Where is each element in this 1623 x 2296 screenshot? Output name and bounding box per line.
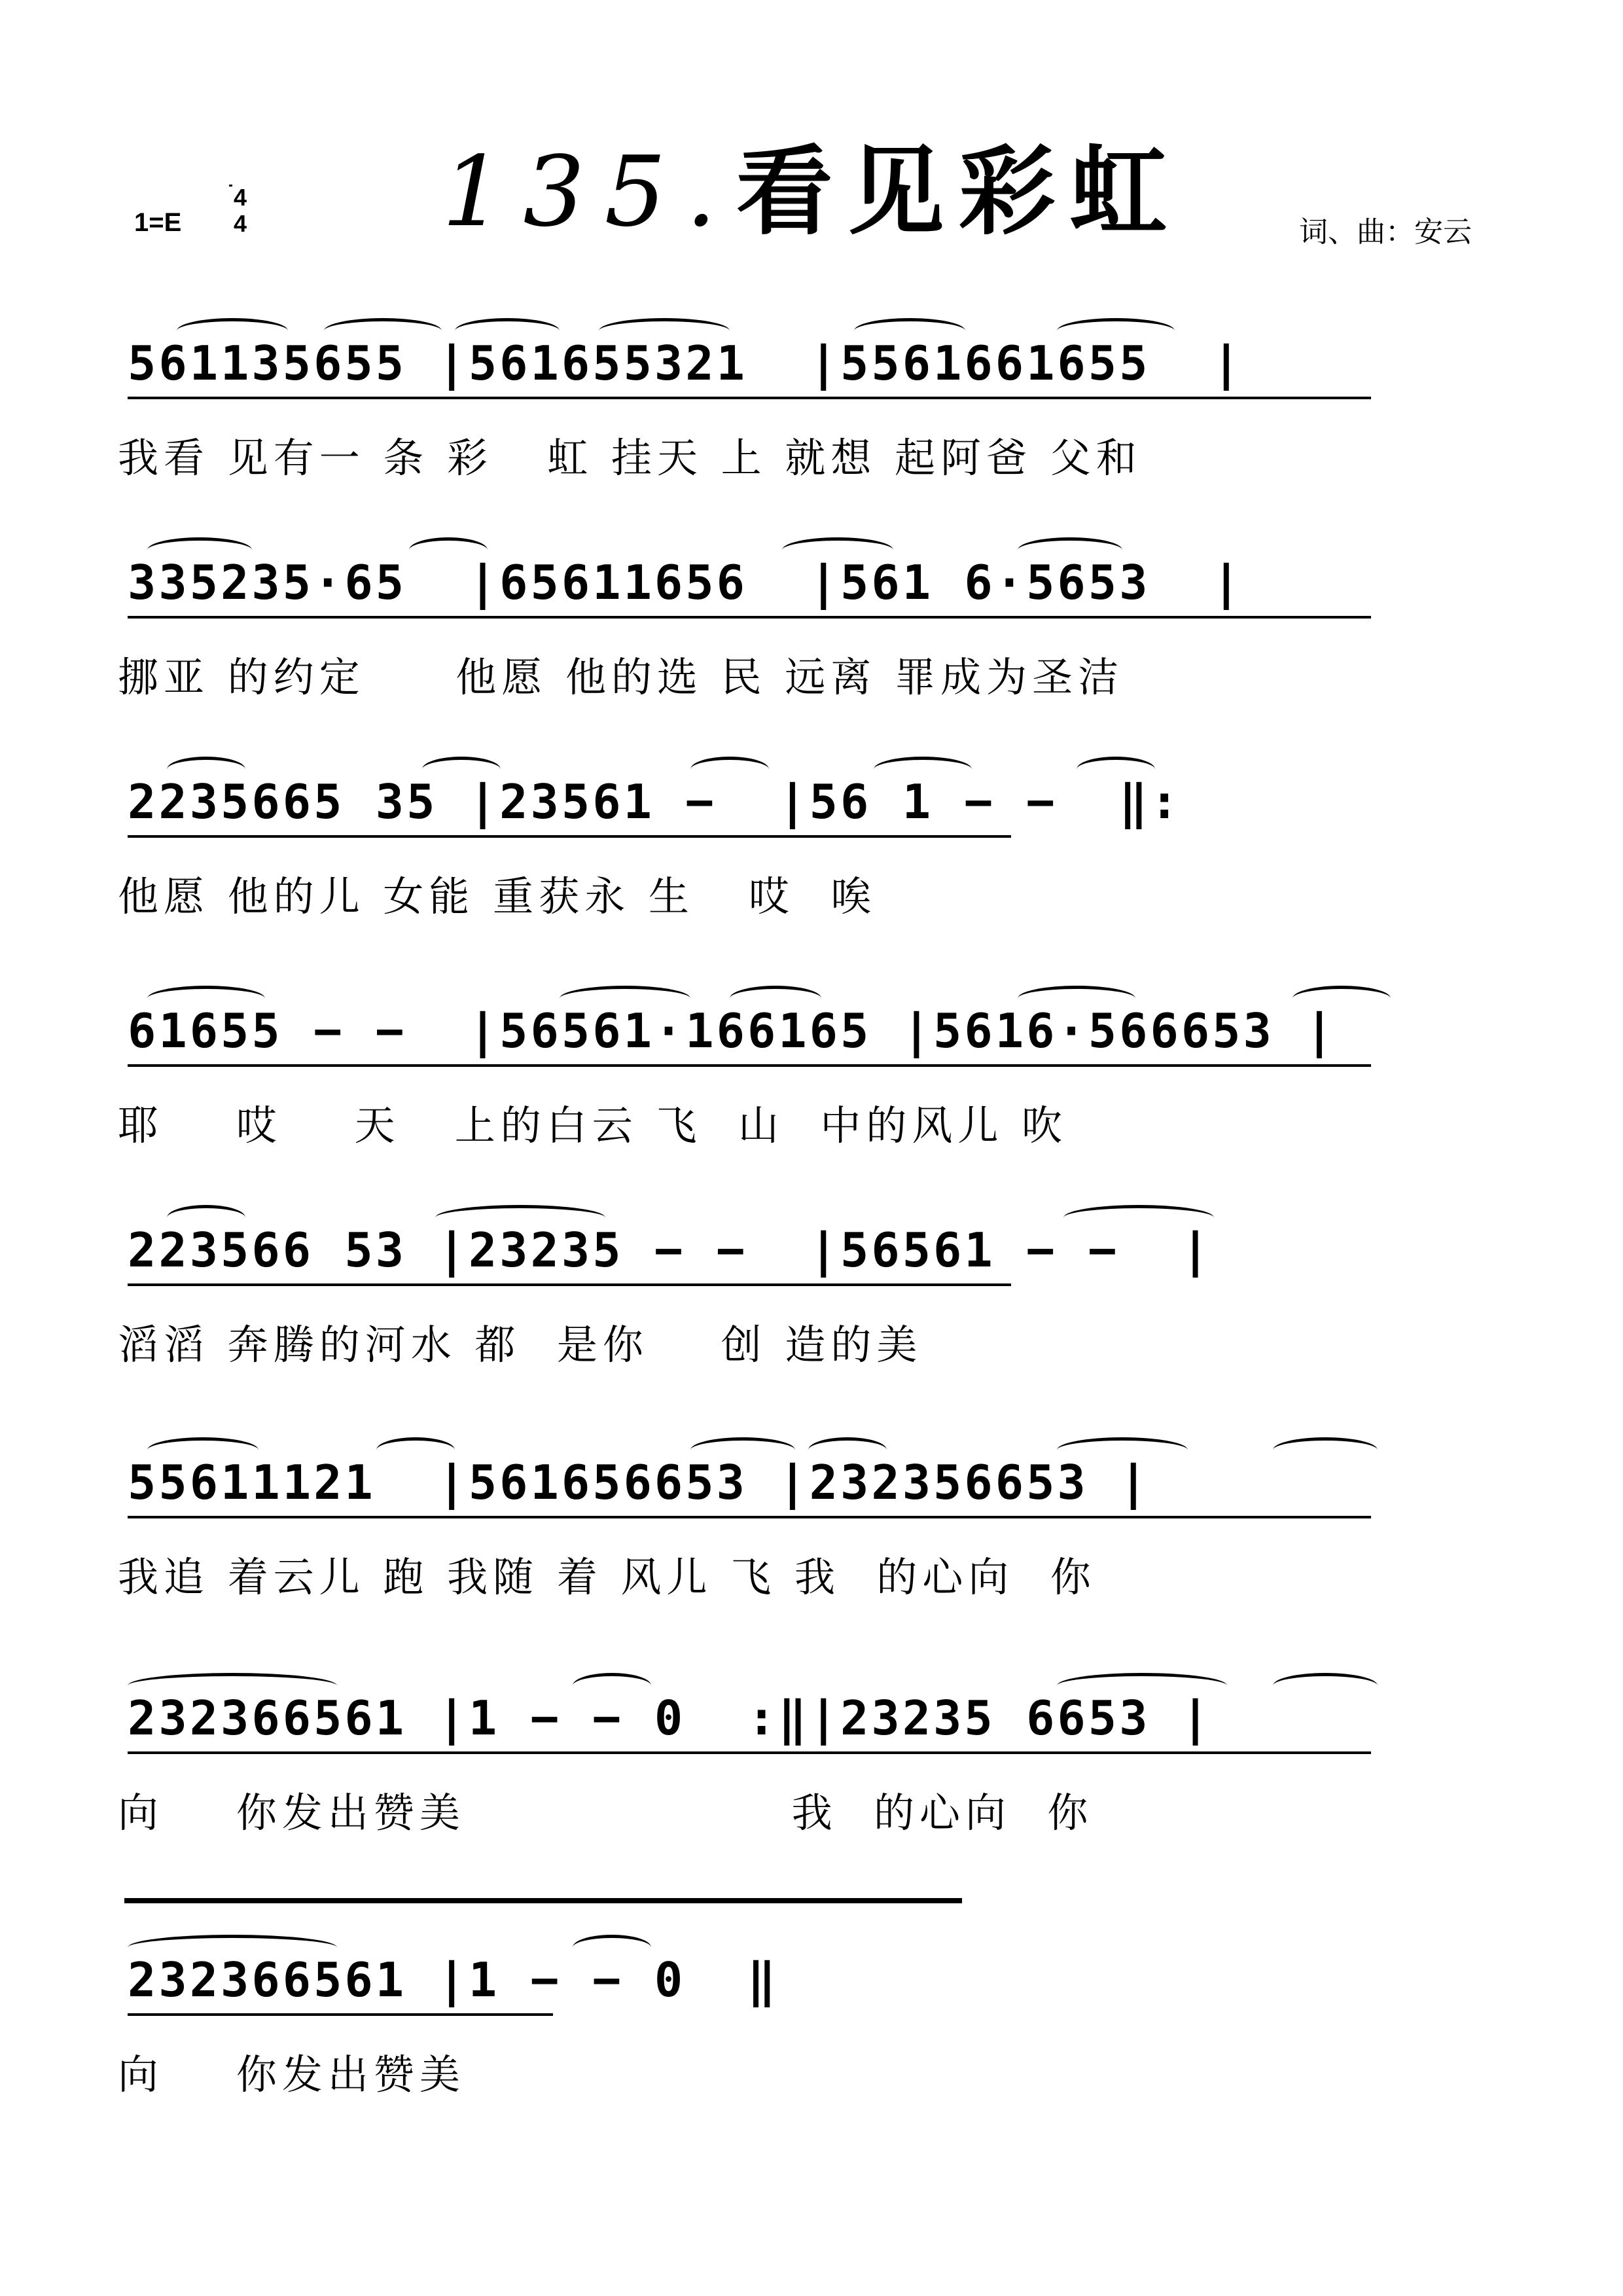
slur-arc (854, 318, 965, 344)
score-line-2 (0, 547, 1623, 743)
key-signature: 1=E (134, 208, 182, 237)
slur-arc (147, 1437, 259, 1463)
lyric-line: 向 你发出赞美 (118, 2051, 465, 2098)
meter-top: 4 (233, 184, 247, 211)
section-divider (124, 1898, 962, 1903)
slur-arc (1018, 537, 1122, 563)
duration-underline (128, 2013, 553, 2016)
slur-arc (730, 986, 821, 1011)
slur-arc (177, 318, 288, 344)
score-line-1 (0, 327, 1623, 524)
notation-line: 561135655 |561655321 |5561661655 | (128, 336, 1243, 391)
slur-arc (690, 757, 769, 782)
notation-line: 232366561 |1 − − 0 :‖|23235 6653 | (128, 1691, 1213, 1746)
slur-arc (409, 537, 488, 563)
title-text: 看见彩虹 (736, 134, 1181, 248)
slur-arc (1057, 1673, 1227, 1698)
notation-line: 55611121 |561656653 |232356653 | (128, 1455, 1150, 1510)
slur-arc (147, 986, 265, 1011)
slur-arc (167, 757, 245, 782)
notation-line: 61655 − − |56561·166165 |5616·566653 | (128, 1003, 1336, 1058)
slur-arc (435, 1205, 605, 1230)
title-number: 135. (442, 135, 736, 248)
slur-arc (1273, 1673, 1378, 1698)
duration-underline (128, 1516, 1371, 1518)
duration-underline (128, 1283, 1011, 1286)
lyric-line: 向 你发出赞美 我 的心向 你 (118, 1789, 1094, 1837)
score-line-5 (0, 1214, 1623, 1410)
slur-arc (782, 537, 893, 563)
score-line-4 (0, 995, 1623, 1191)
slur-arc (455, 318, 560, 344)
lyric-line: 耶 哎 天 上的白云 飞 山 中的风儿 吹 (118, 1102, 1068, 1149)
slur-arc (1057, 318, 1175, 344)
notation-line: 223566 53 |23235 − − |56561 − − | (128, 1223, 1213, 1278)
lyric-line: 挪亚 的约定 他愿 他的选 民 远离 罪成为圣洁 (118, 653, 1124, 701)
slur-arc (690, 1437, 795, 1463)
slur-arc (1293, 986, 1391, 1011)
slur-arc (573, 1935, 651, 1960)
duration-underline (128, 397, 1371, 399)
score-line-8 (0, 1944, 1623, 2140)
score-line-6 (0, 1446, 1623, 1643)
slur-arc (808, 1437, 887, 1463)
slur-arc (1018, 986, 1135, 1011)
duration-underline (128, 616, 1371, 619)
slur-arc (1273, 1437, 1378, 1463)
slur-arc (167, 1205, 245, 1230)
slur-arc (560, 986, 690, 1011)
slur-arc (422, 757, 501, 782)
slur-arc (324, 318, 442, 344)
slur-arc (874, 757, 972, 782)
slur-arc (376, 1437, 455, 1463)
slur-arc (128, 1935, 337, 1960)
notation-line: 232366561 |1 − − 0 ‖ (128, 1952, 779, 2007)
meter-bottom: 4 (233, 210, 247, 237)
duration-underline (128, 835, 1011, 838)
slur-arc (599, 318, 730, 344)
score-line-7 (0, 1682, 1623, 1878)
lyric-line: 他愿 他的儿 女能 重获永 生 哎 唉 (118, 872, 877, 920)
score-line-3 (0, 766, 1623, 962)
slur-arc (573, 1673, 651, 1698)
slur-arc (147, 537, 252, 563)
lyric-line: 我看 见有一 条 彩 虹 挂天 上 就想 起阿爸 父和 (118, 434, 1142, 482)
slur-arc (128, 1673, 337, 1698)
notation-line: 2235665 35 |23561 − |56 1 − − ‖: (128, 774, 1181, 829)
lyric-line: 我追 着云儿 跑 我随 着 风儿 飞 我 的心向 你 (118, 1553, 1096, 1601)
duration-underline (128, 1064, 1371, 1067)
notation-line: 335235·65 |65611656 |561 6·5653 | (128, 555, 1243, 610)
slur-arc (1063, 1205, 1214, 1230)
lyric-line: 滔滔 奔腾的河水 都 是你 创 造的美 (118, 1321, 923, 1369)
meter-divider (229, 185, 232, 187)
slur-arc (1077, 757, 1155, 782)
slur-arc (1057, 1437, 1188, 1463)
time-signature (226, 185, 254, 237)
duration-underline (128, 1751, 1371, 1754)
credit-line: 词、曲：安云 (1299, 215, 1472, 249)
